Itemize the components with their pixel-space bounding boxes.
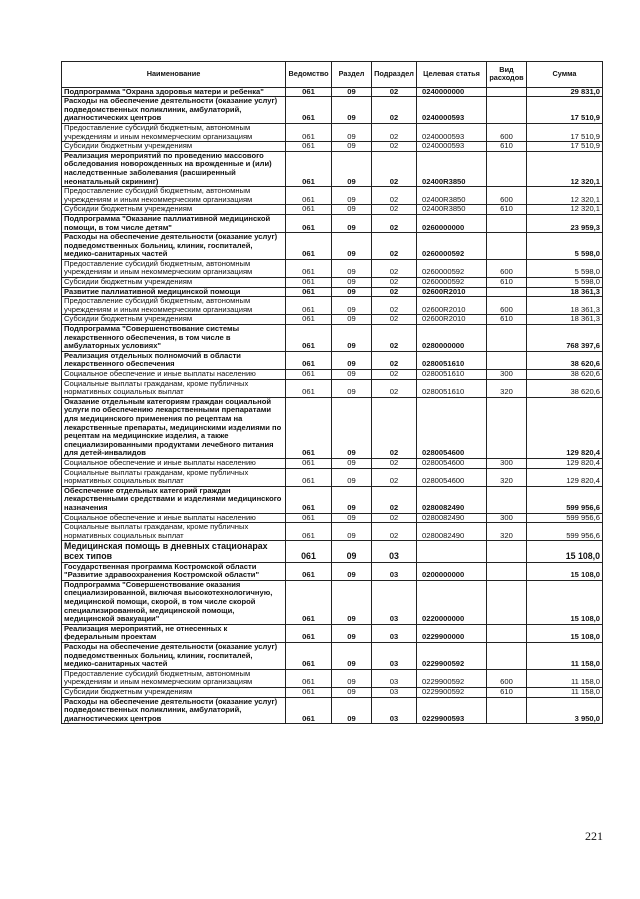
row-subsection-cell: 02 (372, 151, 417, 186)
row-target-cell: 0240000000 (417, 87, 487, 97)
row-sum-cell: 38 620,6 (527, 379, 603, 397)
row-dept-cell: 061 (286, 669, 332, 687)
row-section-cell: 09 (332, 669, 372, 687)
row-subsection-cell: 02 (372, 287, 417, 297)
row-exp-type-cell (487, 214, 527, 232)
row-dept-cell: 061 (286, 580, 332, 624)
table-row (62, 370, 603, 380)
row-subsection-cell: 02 (372, 142, 417, 152)
row-dept-cell: 061 (286, 397, 332, 458)
row-target-cell: 0280051610 (417, 370, 487, 380)
row-sum-cell: 18 361,3 (527, 297, 603, 315)
table-row (62, 233, 603, 260)
row-exp-type-cell: 600 (487, 669, 527, 687)
row-target-cell: 0260000592 (417, 259, 487, 277)
row-subsection-cell: 02 (372, 205, 417, 215)
row-name-cell: Реализация мероприятий по проведению массового обследования новорожденных на врожденные и (или) наследственные заболевания (расширенный неонатальный скрининг) (62, 151, 286, 186)
row-exp-type-cell: 300 (487, 513, 527, 523)
row-section-cell: 09 (332, 397, 372, 458)
row-name-cell: Субсидии бюджетным учреждениям (62, 315, 286, 325)
row-exp-type-cell (487, 325, 527, 352)
row-section-cell: 09 (332, 458, 372, 468)
row-target-cell: 02400R3850 (417, 187, 487, 205)
row-exp-type-cell: 320 (487, 468, 527, 486)
row-subsection-cell: 02 (372, 214, 417, 232)
row-section-cell: 09 (332, 205, 372, 215)
row-name-cell: Субсидии бюджетным учреждениям (62, 688, 286, 698)
row-exp-type-cell: 300 (487, 370, 527, 380)
row-name-cell: Подпрограмма "Совершенствование оказания специализированной, включая высокотехнологичную, медицинской помощи, скорой, в том числе скорой специализированной, медицинской помощи, медицинской эвакуации" (62, 580, 286, 624)
row-section-cell: 09 (332, 325, 372, 352)
row-sum-cell: 38 620,6 (527, 351, 603, 369)
row-subsection-cell: 02 (372, 123, 417, 141)
table-row (62, 397, 603, 458)
row-sum-cell: 3 950,0 (527, 697, 603, 724)
row-target-cell: 0280082490 (417, 486, 487, 513)
header-section: Раздел (332, 62, 372, 88)
row-section-cell: 09 (332, 123, 372, 141)
row-section-cell: 09 (332, 562, 372, 580)
row-section-cell: 09 (332, 379, 372, 397)
row-dept-cell: 061 (286, 123, 332, 141)
row-dept-cell: 061 (286, 214, 332, 232)
row-subsection-cell: 03 (372, 688, 417, 698)
row-section-cell: 09 (332, 315, 372, 325)
row-dept-cell: 061 (286, 233, 332, 260)
row-sum-cell: 11 158,0 (527, 643, 603, 670)
row-subsection-cell: 02 (372, 486, 417, 513)
table-header-row (62, 62, 603, 88)
row-subsection-cell: 03 (372, 562, 417, 580)
row-sum-cell: 38 620,6 (527, 370, 603, 380)
row-dept-cell: 061 (286, 458, 332, 468)
row-section-cell: 09 (332, 486, 372, 513)
table-row (62, 580, 603, 624)
row-sum-cell: 5 598,0 (527, 259, 603, 277)
row-sum-cell: 15 108,0 (527, 624, 603, 642)
row-target-cell: 02400R3850 (417, 151, 487, 186)
table-row (62, 142, 603, 152)
row-exp-type-cell: 610 (487, 688, 527, 698)
row-dept-cell: 061 (286, 259, 332, 277)
row-dept-cell: 061 (286, 688, 332, 698)
table-row (62, 297, 603, 315)
row-dept-cell: 061 (286, 287, 332, 297)
row-section-cell: 09 (332, 214, 372, 232)
table-row (62, 486, 603, 513)
row-dept-cell: 061 (286, 523, 332, 541)
row-target-cell: 0280054600 (417, 468, 487, 486)
row-name-cell: Предоставление субсидий бюджетным, автономным учреждениям и иным некоммерческим организациям (62, 187, 286, 205)
row-name-cell: Оказание отдельным категориям граждан социальной услуги по обеспечению лекарственными препаратами для медицинского применения по рецептам на лекарственные препараты, медицинскими изделиями по рецептам на медицинские изделия, а также специализированными продуктами лечебного питания для детей-инвалидов (62, 397, 286, 458)
table-row (62, 325, 603, 352)
row-target-cell: 02600R2010 (417, 297, 487, 315)
row-subsection-cell: 02 (372, 87, 417, 97)
row-subsection-cell: 03 (372, 580, 417, 624)
row-target-cell: 0229900592 (417, 643, 487, 670)
row-name-cell: Социальные выплаты гражданам, кроме публичных нормативных социальных выплат (62, 379, 286, 397)
table-row (62, 123, 603, 141)
row-exp-type-cell: 610 (487, 142, 527, 152)
row-section-cell: 09 (332, 233, 372, 260)
table-row (62, 541, 603, 562)
row-subsection-cell: 02 (372, 513, 417, 523)
row-target-cell: 02600R2010 (417, 287, 487, 297)
row-sum-cell: 599 956,6 (527, 513, 603, 523)
row-section-cell: 09 (332, 468, 372, 486)
row-exp-type-cell (487, 87, 527, 97)
header-target: Целевая статья (417, 62, 487, 88)
row-exp-type-cell (487, 287, 527, 297)
row-sum-cell: 29 831,0 (527, 87, 603, 97)
row-section-cell: 09 (332, 297, 372, 315)
row-subsection-cell: 03 (372, 697, 417, 724)
table-row (62, 458, 603, 468)
row-exp-type-cell (487, 151, 527, 186)
row-section-cell: 09 (332, 370, 372, 380)
row-dept-cell: 061 (286, 87, 332, 97)
table-row (62, 643, 603, 670)
row-sum-cell: 12 320,1 (527, 187, 603, 205)
row-sum-cell: 5 598,0 (527, 278, 603, 288)
row-subsection-cell: 02 (372, 315, 417, 325)
table-row (62, 697, 603, 724)
header-name: Наименование (62, 62, 286, 88)
row-target-cell: 0280054600 (417, 397, 487, 458)
row-dept-cell: 061 (286, 468, 332, 486)
row-target-cell: 0229900592 (417, 688, 487, 698)
row-section-cell: 09 (332, 643, 372, 670)
row-target-cell: 02600R2010 (417, 315, 487, 325)
row-exp-type-cell: 600 (487, 187, 527, 205)
table-row (62, 513, 603, 523)
table-row (62, 187, 603, 205)
row-dept-cell: 061 (286, 370, 332, 380)
row-exp-type-cell (487, 697, 527, 724)
row-section-cell: 09 (332, 97, 372, 124)
row-name-cell: Обеспечение отдельных категорий граждан лекарственными средствами и изделиями медицинского назначения (62, 486, 286, 513)
row-name-cell: Подпрограмма "Охрана здоровья матери и ребенка" (62, 87, 286, 97)
row-subsection-cell: 02 (372, 297, 417, 315)
row-sum-cell: 599 956,6 (527, 523, 603, 541)
row-name-cell: Реализация мероприятий, не отнесенных к федеральным проектам (62, 624, 286, 642)
row-subsection-cell: 02 (372, 458, 417, 468)
row-name-cell: Расходы на обеспечение деятельности (оказание услуг) подведомственных поликлиник, амбулаторий, диагностических центров (62, 697, 286, 724)
table-row (62, 562, 603, 580)
row-exp-type-cell (487, 233, 527, 260)
row-section-cell: 09 (332, 351, 372, 369)
row-target-cell (417, 541, 487, 562)
row-target-cell: 0280054600 (417, 458, 487, 468)
row-dept-cell: 061 (286, 205, 332, 215)
row-exp-type-cell: 600 (487, 297, 527, 315)
table-row (62, 87, 603, 97)
table-row (62, 468, 603, 486)
row-exp-type-cell (487, 562, 527, 580)
row-exp-type-cell: 320 (487, 379, 527, 397)
row-sum-cell: 11 158,0 (527, 688, 603, 698)
row-exp-type-cell (487, 580, 527, 624)
row-dept-cell: 061 (286, 142, 332, 152)
table-row (62, 205, 603, 215)
row-dept-cell: 061 (286, 351, 332, 369)
row-target-cell: 0240000593 (417, 97, 487, 124)
row-name-cell: Социальное обеспечение и иные выплаты населению (62, 513, 286, 523)
row-exp-type-cell (487, 351, 527, 369)
row-name-cell: Предоставление субсидий бюджетным, автономным учреждениям и иным некоммерческим организациям (62, 297, 286, 315)
row-name-cell: Субсидии бюджетным учреждениям (62, 142, 286, 152)
row-target-cell: 0200000000 (417, 562, 487, 580)
row-subsection-cell: 02 (372, 370, 417, 380)
row-exp-type-cell: 610 (487, 315, 527, 325)
row-dept-cell: 061 (286, 187, 332, 205)
row-target-cell: 0260000592 (417, 233, 487, 260)
row-name-cell: Предоставление субсидий бюджетным, автономным учреждениям и иным некоммерческим организациям (62, 669, 286, 687)
row-exp-type-cell: 610 (487, 278, 527, 288)
row-exp-type-cell (487, 97, 527, 124)
row-subsection-cell: 03 (372, 624, 417, 642)
row-name-cell: Расходы на обеспечение деятельности (оказание услуг) подведомственных поликлиник, амбулаторий, диагностических центров (62, 97, 286, 124)
row-name-cell: Подпрограмма "Оказание паллиативной медицинской помощи, в том числе детям" (62, 214, 286, 232)
row-target-cell: 0220000000 (417, 580, 487, 624)
row-subsection-cell: 02 (372, 523, 417, 541)
row-subsection-cell: 02 (372, 397, 417, 458)
row-exp-type-cell: 600 (487, 259, 527, 277)
row-sum-cell: 129 820,4 (527, 468, 603, 486)
row-exp-type-cell (487, 397, 527, 458)
row-name-cell: Расходы на обеспечение деятельности (оказание услуг) подведомственных больниц, клиник, госпиталей, медико-санитарных частей (62, 233, 286, 260)
row-name-cell: Предоставление субсидий бюджетным, автономным учреждениям и иным некоммерческим организациям (62, 259, 286, 277)
row-target-cell: 0229900593 (417, 697, 487, 724)
row-target-cell: 0280051610 (417, 351, 487, 369)
table-row (62, 688, 603, 698)
row-target-cell: 02400R3850 (417, 205, 487, 215)
row-name-cell: Предоставление субсидий бюджетным, автономным учреждениям и иным некоммерческим организациям (62, 123, 286, 141)
row-sum-cell: 129 820,4 (527, 458, 603, 468)
row-sum-cell: 17 510,9 (527, 123, 603, 141)
row-name-cell: Субсидии бюджетным учреждениям (62, 205, 286, 215)
row-sum-cell: 599 956,6 (527, 486, 603, 513)
row-sum-cell: 129 820,4 (527, 397, 603, 458)
row-section-cell: 09 (332, 278, 372, 288)
row-name-cell: Социальное обеспечение и иные выплаты населению (62, 458, 286, 468)
row-dept-cell: 061 (286, 315, 332, 325)
row-section-cell: 09 (332, 580, 372, 624)
row-subsection-cell: 02 (372, 233, 417, 260)
row-subsection-cell: 03 (372, 541, 417, 562)
row-dept-cell: 061 (286, 643, 332, 670)
row-name-cell: Социальное обеспечение и иные выплаты населению (62, 370, 286, 380)
header-subsection: Подраздел (372, 62, 417, 88)
row-subsection-cell: 02 (372, 468, 417, 486)
table-row (62, 287, 603, 297)
row-name-cell: Подпрограмма "Совершенствование системы лекарственного обеспечения, в том числе в амбулаторных условиях" (62, 325, 286, 352)
row-sum-cell: 5 598,0 (527, 233, 603, 260)
row-section-cell: 09 (332, 259, 372, 277)
row-name-cell: Развитие паллиативной медицинской помощи (62, 287, 286, 297)
row-subsection-cell: 02 (372, 351, 417, 369)
row-dept-cell: 061 (286, 562, 332, 580)
row-name-cell: Субсидии бюджетным учреждениям (62, 278, 286, 288)
row-subsection-cell: 02 (372, 259, 417, 277)
row-dept-cell: 061 (286, 325, 332, 352)
row-section-cell: 09 (332, 513, 372, 523)
row-exp-type-cell (487, 643, 527, 670)
row-subsection-cell: 02 (372, 325, 417, 352)
row-subsection-cell: 03 (372, 643, 417, 670)
budget-table (61, 61, 603, 724)
table-row (62, 379, 603, 397)
table-row (62, 669, 603, 687)
row-dept-cell: 061 (286, 278, 332, 288)
row-sum-cell: 11 158,0 (527, 669, 603, 687)
table-row (62, 351, 603, 369)
row-target-cell: 0240000593 (417, 142, 487, 152)
row-dept-cell: 061 (286, 541, 332, 562)
row-target-cell: 0260000000 (417, 214, 487, 232)
row-dept-cell: 061 (286, 97, 332, 124)
row-sum-cell: 17 510,9 (527, 142, 603, 152)
row-exp-type-cell (487, 624, 527, 642)
row-dept-cell: 061 (286, 624, 332, 642)
row-section-cell: 09 (332, 187, 372, 205)
row-exp-type-cell (487, 486, 527, 513)
row-name-cell: Реализация отдельных полномочий в области лекарственного обеспечения (62, 351, 286, 369)
table-row (62, 214, 603, 232)
table-row (62, 523, 603, 541)
row-sum-cell: 12 320,1 (527, 205, 603, 215)
row-section-cell: 09 (332, 697, 372, 724)
row-section-cell: 09 (332, 688, 372, 698)
row-name-cell: Медицинская помощь в дневных стационарах всех типов (62, 541, 286, 562)
table-row (62, 97, 603, 124)
row-section-cell: 09 (332, 142, 372, 152)
row-exp-type-cell: 300 (487, 458, 527, 468)
row-target-cell: 0280082490 (417, 523, 487, 541)
row-name-cell: Социальные выплаты гражданам, кроме публичных нормативных социальных выплат (62, 523, 286, 541)
table-row (62, 151, 603, 186)
row-dept-cell: 061 (286, 486, 332, 513)
row-dept-cell: 061 (286, 697, 332, 724)
row-dept-cell: 061 (286, 297, 332, 315)
row-target-cell: 0229900592 (417, 669, 487, 687)
table-row (62, 315, 603, 325)
row-subsection-cell: 02 (372, 187, 417, 205)
row-exp-type-cell: 320 (487, 523, 527, 541)
row-target-cell: 0280051610 (417, 379, 487, 397)
row-exp-type-cell: 600 (487, 123, 527, 141)
row-sum-cell: 17 510,9 (527, 97, 603, 124)
page-number: 221 (585, 829, 603, 843)
header-exp-type: Вид расходов (487, 62, 527, 88)
row-sum-cell: 18 361,3 (527, 315, 603, 325)
row-target-cell: 0240000593 (417, 123, 487, 141)
row-target-cell: 0280082490 (417, 513, 487, 523)
row-sum-cell: 15 108,0 (527, 580, 603, 624)
row-section-cell: 09 (332, 287, 372, 297)
row-exp-type-cell (487, 541, 527, 562)
row-name-cell: Государственная программа Костромской области "Развитие здравоохранения Костромской области" (62, 562, 286, 580)
header-dept: Ведомство (286, 62, 332, 88)
row-sum-cell: 18 361,3 (527, 287, 603, 297)
table-row (62, 278, 603, 288)
row-section-cell: 09 (332, 87, 372, 97)
row-subsection-cell: 02 (372, 278, 417, 288)
row-section-cell: 09 (332, 624, 372, 642)
row-target-cell: 0229900000 (417, 624, 487, 642)
row-name-cell: Расходы на обеспечение деятельности (оказание услуг) подведомственных больниц, клиник, госпиталей, медико-санитарных частей (62, 643, 286, 670)
row-dept-cell: 061 (286, 151, 332, 186)
row-sum-cell: 15 108,0 (527, 562, 603, 580)
table-row (62, 259, 603, 277)
row-subsection-cell: 02 (372, 379, 417, 397)
row-dept-cell: 061 (286, 513, 332, 523)
row-sum-cell: 23 959,3 (527, 214, 603, 232)
row-target-cell: 0280000000 (417, 325, 487, 352)
row-target-cell: 0260000592 (417, 278, 487, 288)
row-sum-cell: 768 397,6 (527, 325, 603, 352)
row-subsection-cell: 02 (372, 97, 417, 124)
row-dept-cell: 061 (286, 379, 332, 397)
row-sum-cell: 15 108,0 (527, 541, 603, 562)
header-sum: Сумма (527, 62, 603, 88)
row-section-cell: 09 (332, 523, 372, 541)
row-sum-cell: 12 320,1 (527, 151, 603, 186)
row-section-cell: 09 (332, 151, 372, 186)
table-body (62, 87, 603, 724)
row-exp-type-cell: 610 (487, 205, 527, 215)
table-row (62, 624, 603, 642)
row-section-cell: 09 (332, 541, 372, 562)
row-subsection-cell: 03 (372, 669, 417, 687)
row-name-cell: Социальные выплаты гражданам, кроме публичных нормативных социальных выплат (62, 468, 286, 486)
